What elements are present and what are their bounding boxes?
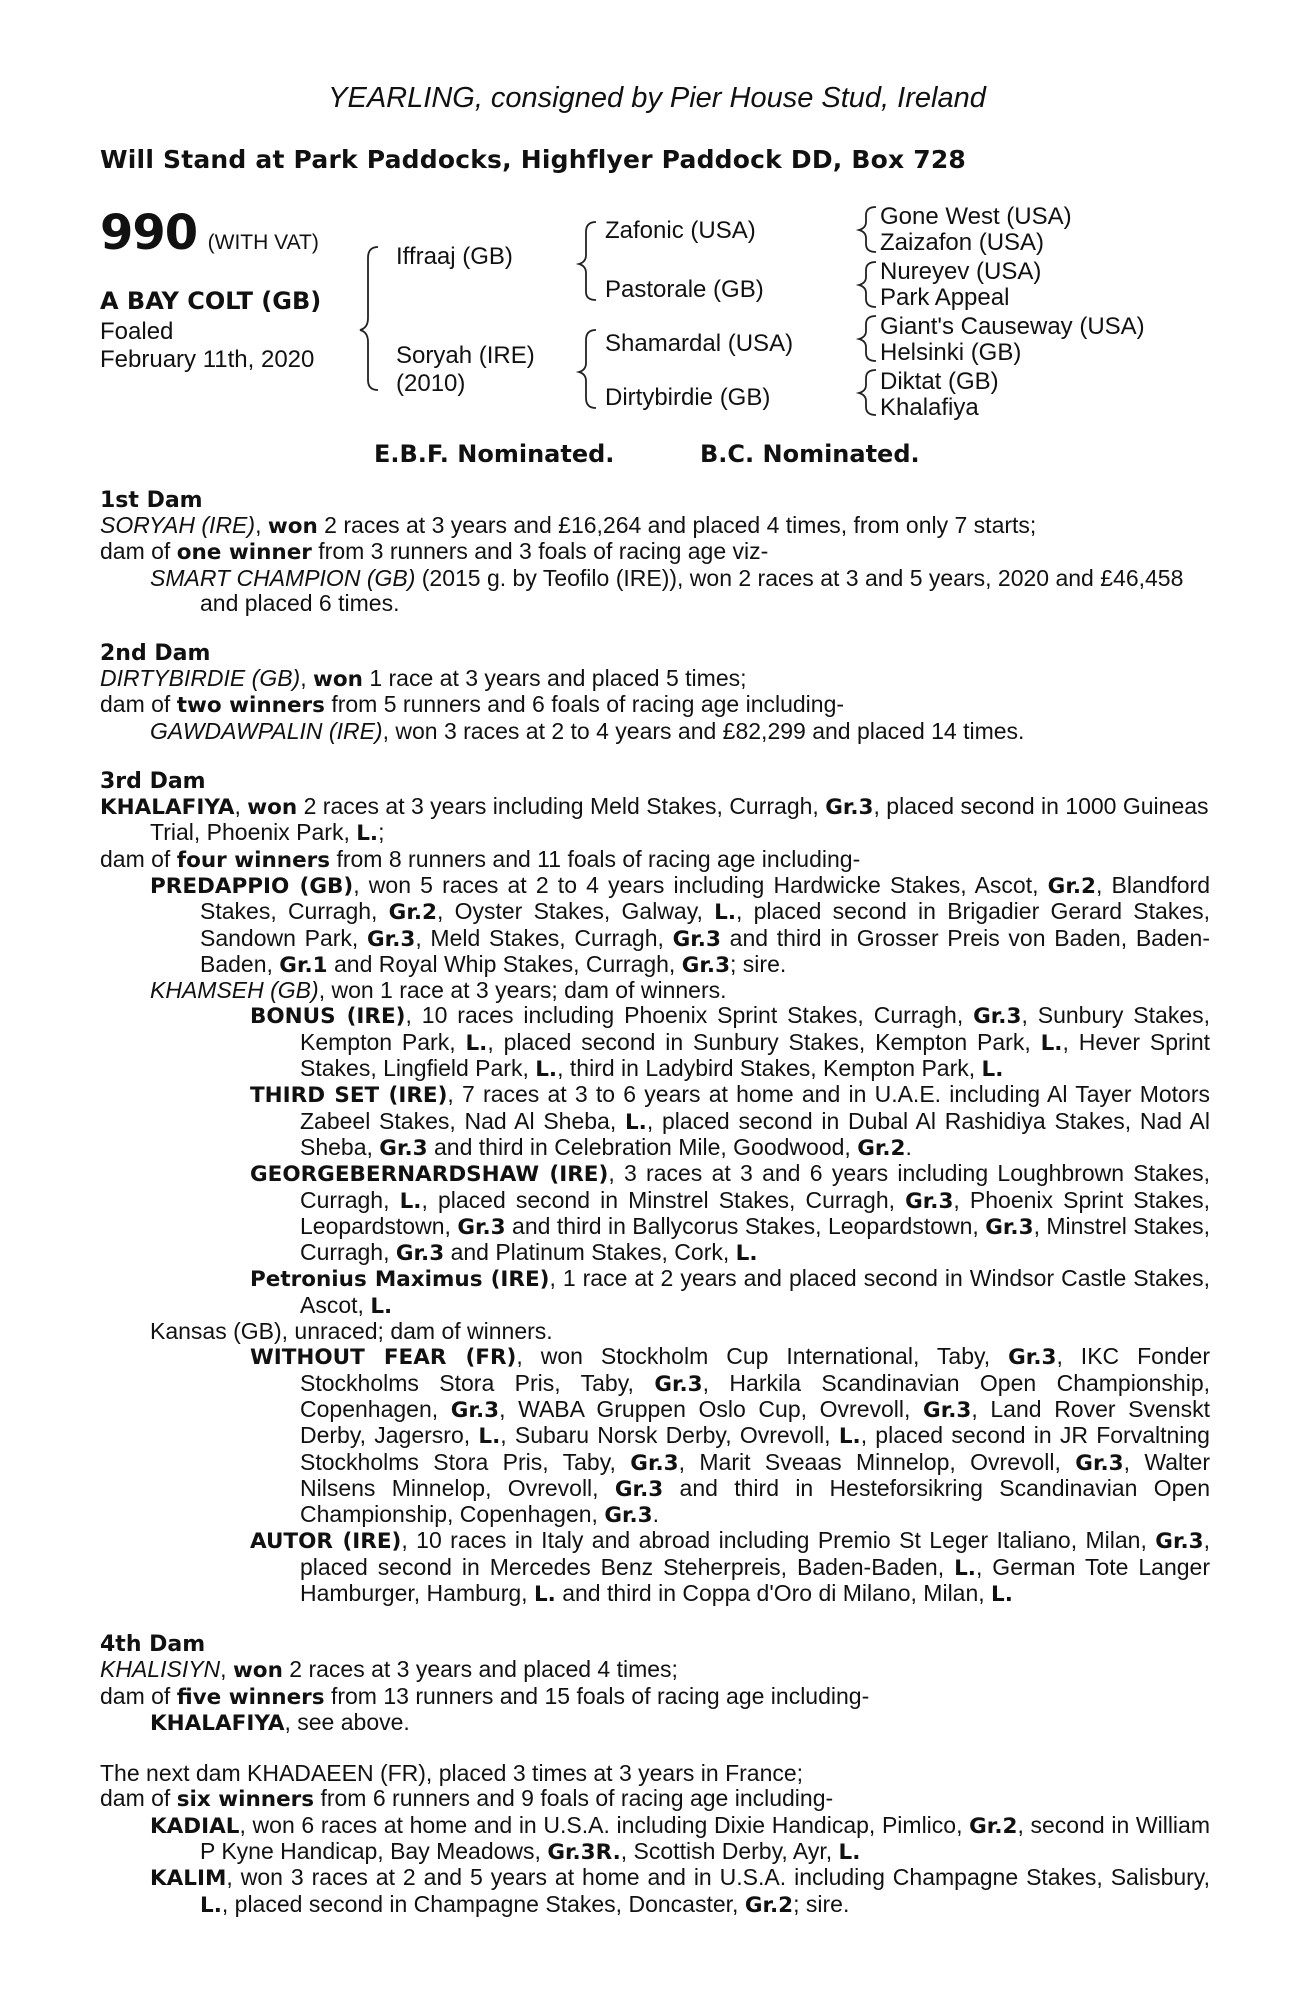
dam3-line2: dam of four winners from 8 runners and 11 foals of racing age including- [100,845,861,873]
dam3-without-fear: WITHOUT FEAR (FR), won Stockholm Cup International, Taby, Gr.3, IKC Fonder Stockholms Stora Pris, Taby, Gr.3, Harkila Scandinavian Open Championship, Copenhagen, Gr.3, WABA Gruppen Oslo Cup, Ovrevoll, Gr.3, Land Rover Svenskt Derby, Jagersro, L., Subaru Norsk Derby, Ovrevoll, L., placed second in JR Forvaltning Stockholms Stora Pris, Taby, Gr.3, Marit Sveaas Minnelop, Ovrevoll, Gr.3, Walter Nilsens Minnelop, Ovrevoll, Gr.3 and third in Hesteforsikring Scandinavian Open Championship, Copenhagen, Gr.3. [250,1343,1211,1529]
vat-label: (WITH VAT) [207,231,319,254]
ebf-nomination: E.B.F. Nominated. [374,440,615,468]
dam2-progeny: GAWDAWPALIN (IRE), won 3 races at 2 to 4 years and £82,299 and placed 14 times. [150,717,1025,744]
dam3-georgebernardshaw: GEORGEBERNARDSHAW (IRE), 3 races at 3 and 6 years including Loughbrown Stakes, Curragh, L., placed second in Minstrel Stakes, Curragh, Gr.3, Phoenix Sprint Stakes, Leopardstown, Gr.3 and third in Ballycorus Stakes, Leopardstown, Gr.3, Minstrel Stakes, Curragh, Gr.3 and Platinum Stakes, Cork, L. [250,1160,1211,1267]
dam4-progeny: KHALAFIYA, see above. [150,1708,410,1736]
pedigree-dam-dam: Dirtybirdie (GB) [605,384,771,411]
pedigree-sire-dam: Pastorale (GB) [605,276,764,303]
nextdam-kalim: KALIM, won 3 races at 2 and 5 years at home and in U.S.A. including Champagne Stakes, Salisbury, L., placed second in Champagne Stakes, Doncaster, Gr.2; sire. [150,1864,1210,1918]
dam4-title: 4th Dam [100,1632,206,1658]
foaled-date: February 11th, 2020 [100,346,315,373]
nextdam-kadial: KADIAL, won 6 races at home and in U.S.A. including Dixie Handicap, Pimlico, Gr.2, second in William P Kyne Handicap, Bay Meadows, Gr.3R., Scottish Derby, Ayr, L. [150,1811,1210,1866]
pedigree-g7: Diktat (GB) [880,368,999,395]
pedigree-g4: Park Appeal [880,284,1010,311]
pedigree-g3: Nureyev (USA) [880,258,1042,285]
pedigree-g1: Gone West (USA) [880,203,1072,230]
brace-g1 [859,207,876,252]
brace-g4 [859,370,876,415]
dam3-petronius-maximus: Petronius Maximus (IRE), 1 race at 2 years and placed second in Windsor Castle Stakes, Ascot, L. [250,1265,1210,1319]
dam1-line1: SORYAH (IRE), won 2 races at 3 years and £16,264 and placed 4 times, from only 7 starts; [100,512,1037,539]
bc-nomination: B.C. Nominated. [700,440,920,468]
dam2-line1: DIRTYBIRDIE (GB), won 1 race at 3 years and placed 5 times; [100,665,747,693]
dam1-title: 1st Dam [100,488,203,513]
pedigree-notes [100,488,1210,1918]
horse-description: A BAY COLT (GB) [100,287,322,315]
dam3-bonus: BONUS (IRE), 10 races including Phoenix Sprint Stakes, Curragh, Gr.3, Sunbury Stakes, Kempton Park, L., placed second in Sunbury Stakes, Kempton Park, L., Hever Sprint Stakes, Lingfield Park, L., third in Ladybird Stakes, Kempton Park, L. [250,1002,1211,1083]
dam3-kansas: Kansas (GB), unraced; dam of winners. [150,1318,553,1345]
foaled-label: Foaled [100,318,174,345]
pedigree-g8: Khalafiya [880,394,979,421]
dam4-line1: KHALISIYN, won 2 races at 3 years and placed 4 times; [100,1656,678,1684]
dam1-progeny: SMART CHAMPION (GB) (2015 g. by Teofilo (IRE)), won 2 races at 3 and 5 years, 2020 and £46,458 and placed 6 times. [150,564,1184,616]
dam3-third-set: THIRD SET (IRE), 7 races at 3 to 6 years at home and in U.A.E. including Al Tayer Motors Zabeel Stakes, Nad Al Sheba, L., placed second in Dubal Al Rashidiya Stakes, Nad Al Sheba, Gr.3 and third in Celebration Mile, Goodwood, Gr.2. [250,1081,1210,1161]
dam3-predappio: PREDAPPIO (GB), won 5 races at 2 to 4 years including Hardwicke Stakes, Ascot, Gr.2, Blandford Stakes, Curragh, Gr.2, Oyster Stakes, Galway, L., placed second in Brigadier Gerard Stakes, Sandown Park, Gr.3, Meld Stakes, Curragh, Gr.3 and third in Grosser Preis von Baden, Baden-Baden, Gr.1 and Royal Whip Stakes, Curragh, Gr.3; sire. [150,871,1211,978]
brace-sire [579,222,596,300]
stand-location: Will Stand at Park Paddocks, Highflyer Paddock DD, Box 728 [100,145,967,174]
pedigree-dam-sire: Shamardal (USA) [605,330,794,357]
nextdam-line2: dam of six winners from 6 runners and 9 foals of racing age including- [100,1785,834,1813]
pedigree-sire-sire: Zafonic (USA) [605,217,756,244]
nextdam-line1: The next dam KHADAEEN (FR), placed 3 times at 3 years in France; [100,1760,804,1787]
dam3-autor: AUTOR (IRE), 10 races in Italy and abroad including Premio St Leger Italiano, Milan, Gr.3, placed second in Mercedes Benz Steherpreis, Baden-Baden, L., German Tote Langer Hamburger, Hamburg, L. and third in Coppa d'Oro di Milano, Milan, L. [250,1527,1210,1607]
brace-dam [579,330,596,408]
brace-g3 [859,316,876,361]
dam2-title: 2nd Dam [100,641,211,667]
pedigree-dam: Soryah (IRE) [396,342,535,369]
dam3-khamseh: KHAMSEH (GB), won 1 race at 3 years; dam of winners. [150,977,727,1004]
dam3-line1: KHALAFIYA, won 2 races at 3 years including Meld Stakes, Curragh, Gr.3, placed second in 1000 Guineas Trial, Phoenix Park, L.; [100,793,1209,847]
lot-number: 990 [100,205,198,261]
brace-g2 [859,262,876,307]
pedigree-g6: Helsinki (GB) [880,339,1022,366]
dam3-title: 3rd Dam [100,769,206,795]
yearling-heading: YEARLING, consigned by Pier House Stud, Ireland [328,82,986,114]
dam4-line2: dam of five winners from 13 runners and 15 foals of racing age including- [100,1682,870,1710]
dam2-line2: dam of two winners from 5 runners and 6 foals of racing age including- [100,691,845,719]
pedigree-sire: Iffraaj (GB) [396,243,513,270]
pedigree-g5: Giant's Causeway (USA) [880,313,1145,340]
dam1-line2: dam of one winner from 3 runners and 3 foals of racing age viz- [100,538,769,566]
brace-main [360,247,378,390]
pedigree-g2: Zaizafon (USA) [880,229,1045,256]
pedigree-dam-year: (2010) [396,370,466,397]
